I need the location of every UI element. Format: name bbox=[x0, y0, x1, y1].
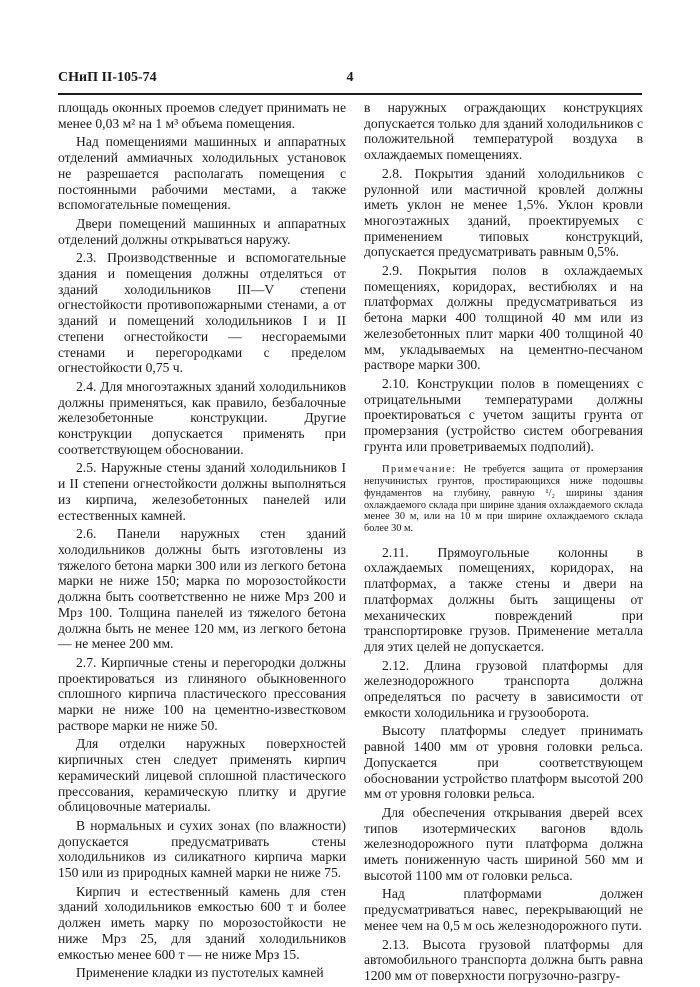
body-paragraph: Над помещениями машинных и аппаратных отделений аммиачных холодильных установок не разрешается располагать помещения с постоянными рабочими местами, а также вспомогательные помещения. bbox=[58, 134, 346, 213]
body-paragraph: 2.13. Высота грузовой платформы для автомобильного транспорта должна быть равна 1200 мм от поверхности погрузочно-разгру- bbox=[364, 936, 643, 983]
body-paragraph: 2.5. Наружные стены зданий холодильников I и II степени огнестойкости должны выполняться из кирпича, железобетонных панелей или естественных камней. bbox=[58, 460, 346, 523]
body-paragraph: 2.3. Производственные и вспомогательные здания и помещения должны отделяться от зданий холодильников III—V степени огнестойкости противопожарными стенами, а от зданий и помещений холодильников I и II степени огнестойкости — несгораемыми стенами и перегородками с пределом огнестойкости 0,75 ч. bbox=[58, 250, 346, 376]
body-paragraph: Для отделки наружных поверхностей кирпичных стен следует применять кирпич керамический лицевой сплошной пластического прессования, керамическую плитку и другие облицовочные материалы. bbox=[58, 736, 346, 815]
body-paragraph: 2.10. Конструкции полов в помещениях с отрицательными температурами должны проектироваться с учетом защиты грунта от промерзания (устройство систем обогревания грунта или проветриваемых подполий). bbox=[364, 375, 643, 454]
body-paragraph: Над платформами должен предусматриваться навес, перекрывающий не менее чем на 0,5 м ось железнодорожного пути. bbox=[364, 886, 643, 933]
note-text: Не требуется защита от промерзания непучинистых грунтов, простирающихся ниже подошвы фундаментов на глубину, равную ¹/₂ ширины здания охлаждаемого склада при ширине здания охлаждаемого склада менее 30 м, или на 10 м при ширине охлаждаемого склада более 30 м. bbox=[364, 464, 643, 534]
note-paragraph bbox=[364, 464, 643, 534]
body-paragraph: В нормальных и сухих зонах (по влажности) допускается предусматривать стены холодильников из силикатного кирпича марки 150 или из природных камней марки не ниже 75. bbox=[58, 817, 346, 881]
body-paragraph: Двери помещений машинных и аппаратных отделений должны открываться наружу. bbox=[58, 215, 346, 247]
body-paragraph: Высоту платформы следует принимать равной 1400 мм от уровня головки рельса. Допускается при соответствующем обосновании устройство платформ высотой 200 мм от уровня головки рельса. bbox=[364, 723, 643, 802]
page-number: 4 bbox=[346, 70, 354, 85]
continued-paragraph: площадь оконных проемов следует принимать не менее 0,03 м² на 1 м³ объема помещения. bbox=[58, 100, 346, 131]
body-paragraph: Кирпич и естественный камень для стен зданий холодильников емкостью 600 т и более должен иметь марку по морозостойкости не ниже Мрз 25, для зданий холодильников емкостью менее 600 т — не ниже Мрз 15. bbox=[58, 883, 346, 962]
body-paragraph: 2.9. Покрытия полов в охлаждаемых помещениях, коридорах, вестибюлях и на платформах должны предусматриваться из бетона марки 400 толщиной 40 мм или из железобетонных плит марки 400 толщиной 40 мм, укладываемых на цементно-песчаном растворе марки 300. bbox=[364, 263, 643, 373]
right-column bbox=[364, 100, 643, 987]
body-paragraph: 2.12. Длина грузовой платформы для железнодорожного транспорта должна определяться по расчету в зависимости от емкости холодильника и грузооборота. bbox=[364, 657, 643, 720]
left-column bbox=[58, 100, 346, 984]
note-label: Примечание: bbox=[382, 464, 457, 476]
body-paragraph: Для обеспечения открывания дверей всех типов изотермических вагонов вдоль железнодорожного пути платформа должна иметь пониженную часть шириной 560 мм и высотой 1100 мм от головки рельса. bbox=[364, 804, 643, 883]
continued-paragraph: в наружных ограждающих конструкциях допускается только для зданий холодильников с положительной температурой воздуха в охлаждаемых помещениях. bbox=[364, 100, 643, 163]
body-paragraph: 2.4. Для многоэтажных зданий холодильников должны применяться, как правило, безбалочные железобетонные конструкции. Другие конструкции допускается применять при соответствующем обосновании. bbox=[58, 378, 346, 457]
header-rule bbox=[58, 93, 642, 95]
body-paragraph: Применение кладки из пустотелых камней bbox=[76, 965, 324, 981]
body-paragraph: 2.7. Кирпичные стены и перегородки должны проектироваться из глиняного обыкновенного сплошного кирпича пластического прессования марки не ниже 100 на цементно-известковом растворе марки не ниже 50. bbox=[58, 654, 346, 733]
body-paragraph: 2.8. Покрытия зданий холодильников с рулонной или мастичной кровлей должны иметь уклон не менее 1,5%. Уклон кровли многоэтажных зданий, проектируемых с применением типовых конструкций, допускается предусматривать равным 0,5%. bbox=[364, 165, 643, 260]
body-paragraph: 2.11. Прямоугольные колонны в охлаждаемых помещениях, коридорах, на платформах, а также стены и двери на платформах должны быть защищены от механических повреждений при транспортировке грузов. Применение металла для этих целей не допускается. bbox=[364, 544, 643, 654]
document-code: СНиП II-105-74 bbox=[58, 70, 157, 85]
page-header bbox=[58, 70, 642, 90]
body-paragraph: 2.6. Панели наружных стен зданий холодильников должны быть изготовлены из тяжелого бетона марки 300 или из легкого бетона марки не ниже 150; марка по морозостойкости должна быть соответственно не ниже Мрз 200 и Мрз 100. Толщина панелей из тяжелого бетона должна быть не менее 120 мм, из легкого бетона — не менее 200 мм. bbox=[58, 526, 346, 652]
